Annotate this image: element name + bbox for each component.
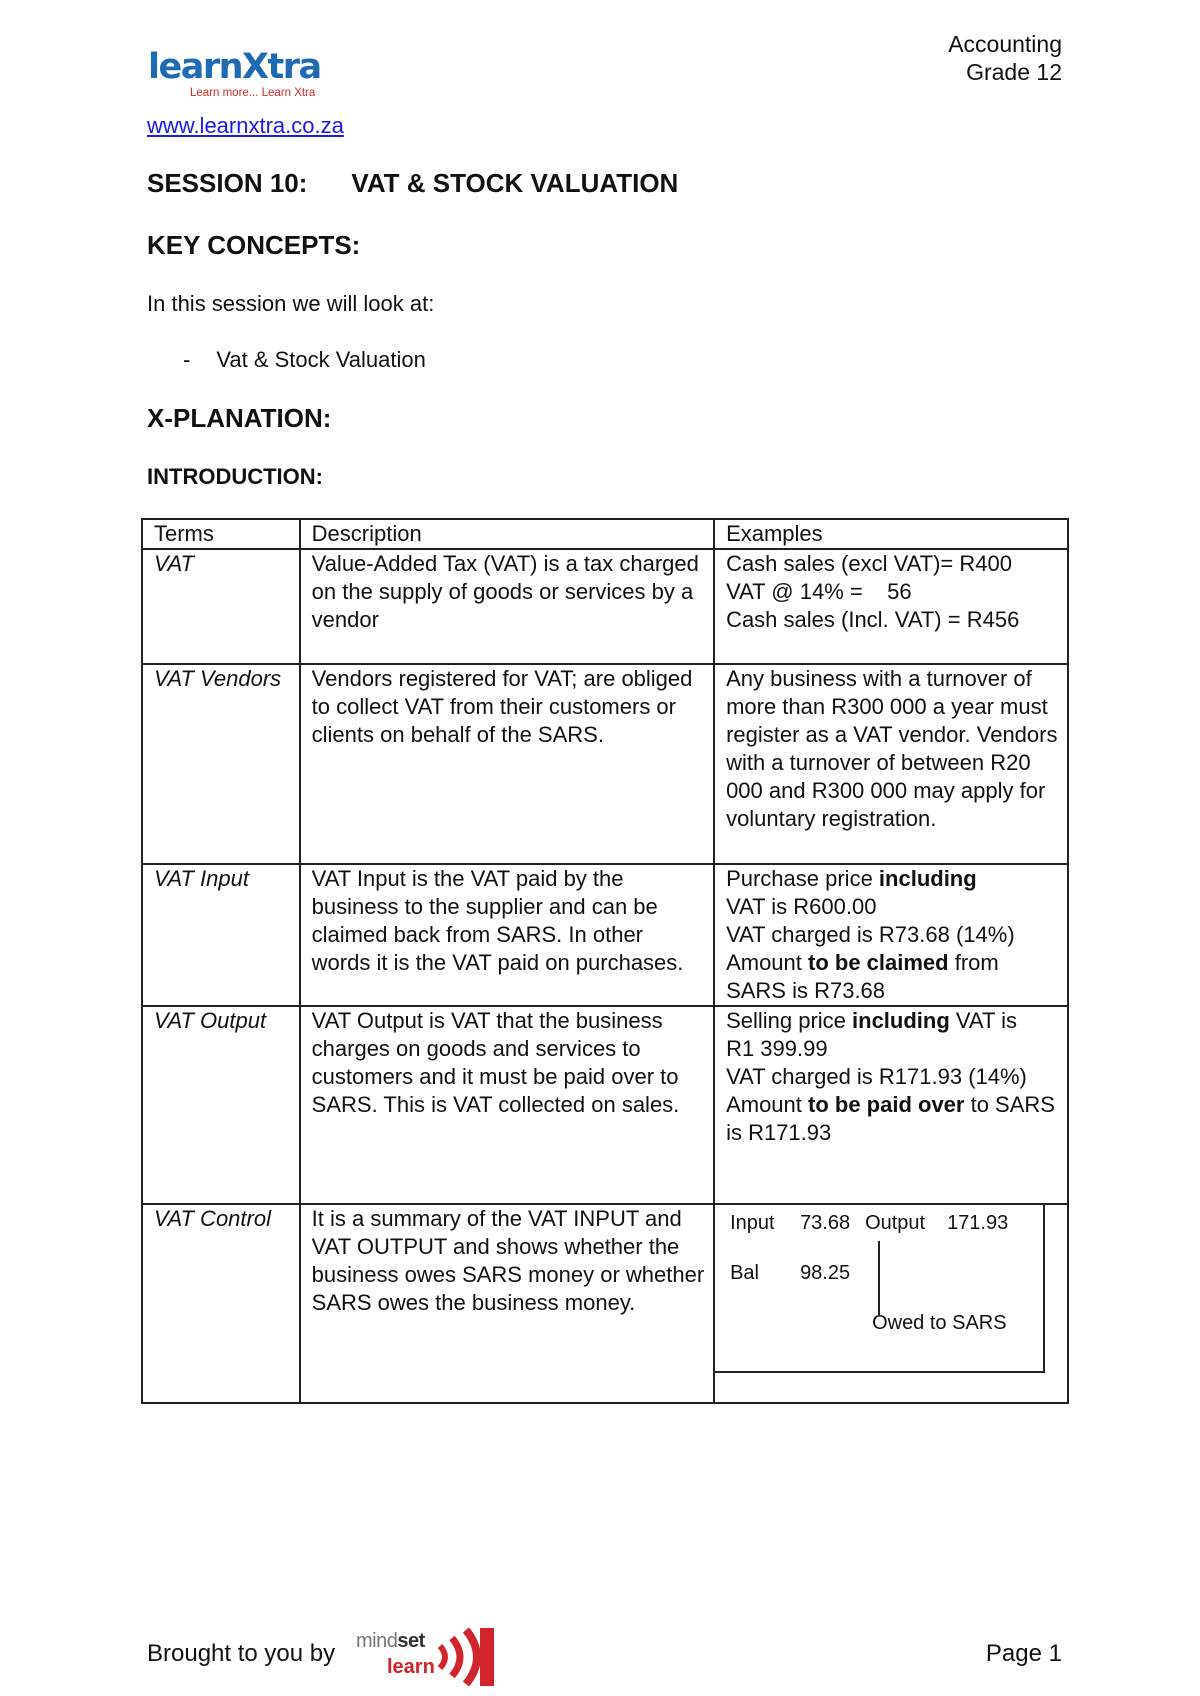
bullet-item: [183, 347, 426, 373]
bullet-marker: -: [183, 347, 191, 372]
table-header-row: [142, 519, 1068, 549]
term-cell: VAT Input: [142, 864, 300, 1006]
term-cell: VAT Output: [142, 1006, 300, 1204]
balance-value: 98.25: [800, 1262, 851, 1284]
example-text: from SARS is R73.68: [726, 950, 999, 1003]
example-line: VAT @ 14% = 56: [726, 579, 912, 604]
learnxtra-logo: [148, 48, 348, 104]
sound-waves-icon: [436, 1628, 496, 1686]
example-line: VAT charged is R171.93 (14%): [726, 1064, 1027, 1089]
examples-cell: [714, 549, 1068, 664]
input-label: Input: [730, 1212, 775, 1234]
output-value: 171.93: [947, 1212, 1009, 1234]
description-cell: VAT Input is the VAT paid by the business to the supplier and can be claimed back from SARS. In other words it is the VAT paid on purchases.: [300, 864, 714, 1006]
subject-block: [948, 30, 1062, 86]
examples-cell: Any business with a turnover of more than R300 000 a year must register as a VAT vendor. Vendors with a turnover of between R20 000 and R300 000 may apply for voluntary registration.: [714, 664, 1068, 864]
mindset-logo-text: [356, 1630, 425, 1653]
logo-text-xtra: Xtra: [242, 47, 321, 87]
description-cell: Value-Added Tax (VAT) is a tax charged on the supply of goods or services by a vendor: [300, 549, 714, 664]
key-concepts-heading: KEY CONCEPTS:: [147, 230, 361, 260]
logo-tagline: Learn more... Learn Xtra: [190, 87, 316, 99]
table-row-vat-input: [142, 864, 1068, 1006]
example-emphasis: to be paid over: [808, 1092, 965, 1117]
output-label: Output: [865, 1212, 926, 1234]
examples-cell: [714, 864, 1068, 1006]
column-header-terms: Terms: [142, 519, 300, 549]
balance-label: Bal: [730, 1262, 759, 1284]
example-line: Cash sales (excl VAT)= R400: [726, 551, 1012, 576]
table-row-vat: [142, 549, 1068, 664]
page-number: Page 1: [985, 1640, 1062, 1667]
vat-terms-table: [141, 518, 1069, 1404]
logo-text-learn: learn: [148, 47, 243, 87]
pointer-line: [878, 1241, 880, 1315]
example-text: Amount: [726, 1092, 808, 1117]
examples-cell: [714, 1006, 1068, 1204]
examples-cell: [714, 1204, 1068, 1403]
column-header-description: Description: [300, 519, 714, 549]
example-line: R1 399.99: [726, 1036, 828, 1061]
example-line: [726, 1007, 1061, 1035]
table-row-vat-control: [142, 1204, 1068, 1403]
xplanation-heading: X-PLANATION:: [147, 403, 332, 433]
mindset-learn-text: learn: [387, 1656, 435, 1678]
example-text: VAT is: [949, 1008, 1018, 1033]
grade-label: Grade 12: [966, 59, 1062, 85]
term-cell: VAT Vendors: [142, 664, 300, 864]
term-cell: VAT Control: [142, 1204, 300, 1403]
table-row-vat-vendors: [142, 664, 1068, 864]
example-line: [726, 949, 1061, 1005]
term-cell: VAT: [142, 549, 300, 664]
bullet-text: Vat & Stock Valuation: [216, 347, 426, 372]
example-text: Selling price: [726, 1008, 853, 1033]
example-emphasis: to be claimed: [808, 950, 949, 975]
example-text: to SARS is R171.93: [726, 1092, 1055, 1145]
mindset-text-mind: mind: [356, 1630, 398, 1652]
input-value: 73.68: [800, 1212, 851, 1234]
example-line: VAT is R600.00: [726, 894, 877, 919]
example-line: VAT charged is R73.68 (14%): [726, 922, 1015, 947]
website-link[interactable]: www.learnxtra.co.za: [147, 113, 344, 138]
example-emphasis: including: [878, 866, 977, 891]
example-line: Cash sales (Incl. VAT) = R456: [726, 607, 1020, 632]
introduction-subheading: INTRODUCTION:: [147, 464, 323, 489]
description-cell: Vendors registered for VAT; are obliged to collect VAT from their customers or clients on behalf of the SARS.: [300, 664, 714, 864]
mindset-text-set: set: [397, 1630, 425, 1652]
session-label: SESSION 10:: [147, 168, 308, 198]
owed-to-sars-note: Owed to SARS: [872, 1312, 1007, 1334]
session-heading: [147, 168, 678, 199]
vat-control-t-account: [715, 1205, 1045, 1373]
example-emphasis: including: [852, 1008, 950, 1033]
brought-to-you-by: Brought to you by: [147, 1640, 336, 1667]
example-text: Purchase price: [726, 866, 879, 891]
example-line: [726, 1091, 1061, 1147]
description-cell: It is a summary of the VAT INPUT and VAT OUTPUT and shows whether the business owes SARS money or whether SARS owes the business money.: [300, 1204, 714, 1403]
intro-paragraph: In this session we will look at:: [147, 291, 435, 316]
mindset-learn-logo: [356, 1626, 496, 1688]
subject-label: Accounting: [948, 31, 1062, 57]
session-title: VAT & STOCK VALUATION: [351, 168, 679, 198]
example-line: [726, 865, 1061, 893]
table-row-vat-output: [142, 1006, 1068, 1204]
description-cell: VAT Output is VAT that the business charges on goods and services to customers and it must be paid over to SARS. This is VAT collected on sales.: [300, 1006, 714, 1204]
column-header-examples: Examples: [714, 519, 1068, 549]
example-text: Amount: [726, 950, 808, 975]
